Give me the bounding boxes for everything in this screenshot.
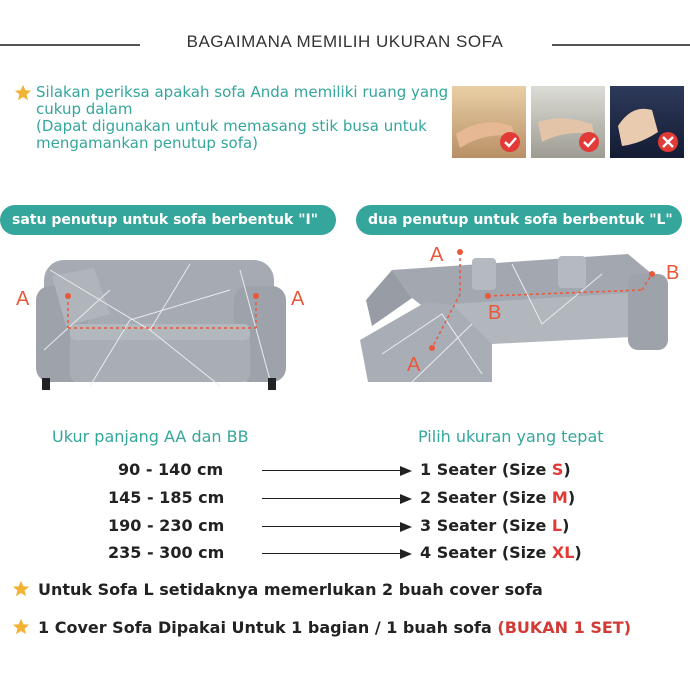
star-icon	[12, 580, 30, 598]
marker-b-left: B	[488, 302, 502, 324]
measure-header: Ukur panjang AA dan BB	[52, 427, 249, 446]
note-l-sofa: Untuk Sofa L setidaknya memerlukan 2 buah cover sofa	[38, 580, 543, 599]
star-icon	[12, 618, 30, 636]
choose-size-header: Pilih ukuran yang tepat	[418, 427, 604, 446]
check-icon	[579, 132, 599, 152]
intro-line-2: (Dapat digunakan untuk memasang stik busa untuk mengamankan penutup sofa)	[36, 117, 427, 152]
star-icon	[14, 84, 32, 102]
label-straight-sofa: satu penutup untuk sofa berbentuk "I"	[0, 205, 336, 235]
marker-a-left: A	[16, 288, 30, 310]
range-3: 190 - 230 cm	[108, 516, 225, 535]
marker-a-bottom: A	[407, 354, 421, 376]
arrow-2	[262, 494, 412, 504]
note-one-cover: 1 Cover Sofa Dipakai Untuk 1 bagian / 1 buah sofa (BUKAN 1 SET)	[38, 618, 631, 637]
marker-a-right: A	[291, 288, 305, 310]
photo-strip	[452, 86, 684, 158]
page-title: BAGAIMANA MEMILIH UKURAN SOFA	[0, 32, 690, 52]
marker-a-top: A	[430, 244, 444, 266]
range-1: 90 - 140 cm	[118, 460, 224, 479]
straight-sofa-illustration	[30, 250, 292, 400]
l-sofa-illustration	[352, 244, 688, 394]
arrow-1	[262, 466, 412, 476]
seater-3: 3 Seater (Size L)	[420, 516, 570, 535]
seater-1: 1 Seater (Size S)	[420, 460, 571, 479]
cross-icon	[658, 132, 678, 152]
range-4: 235 - 300 cm	[108, 543, 225, 562]
seater-4: 4 Seater (Size XL)	[420, 543, 582, 562]
intro-line-1: Silakan periksa apakah sofa Anda memiliki ruang yang cukup dalam	[36, 83, 449, 118]
check-icon	[500, 132, 520, 152]
intro-text	[36, 84, 456, 152]
arrow-4	[262, 549, 412, 559]
not-a-set-label: (BUKAN 1 SET)	[497, 618, 631, 637]
range-2: 145 - 185 cm	[108, 488, 225, 507]
marker-b-right: B	[666, 262, 680, 284]
label-l-sofa: dua penutup untuk sofa berbentuk "L"	[356, 205, 682, 235]
arrow-3	[262, 522, 412, 532]
seater-2: 2 Seater (Size M)	[420, 488, 576, 507]
